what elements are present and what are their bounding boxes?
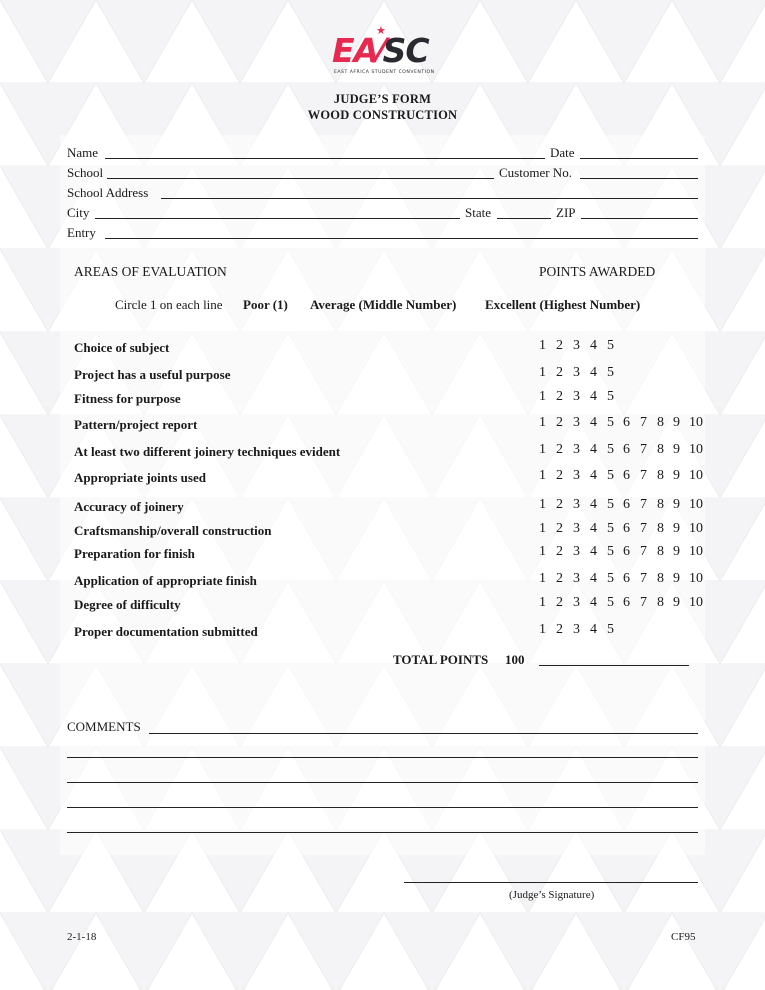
- score-option[interactable]: 6: [623, 468, 630, 483]
- comments-line[interactable]: [67, 782, 698, 783]
- score-option[interactable]: 2: [556, 571, 563, 586]
- score-option[interactable]: 7: [640, 544, 647, 559]
- score-option[interactable]: 1: [539, 468, 546, 483]
- score-option[interactable]: 8: [657, 521, 664, 536]
- criterion-label: Degree of difficulty: [74, 597, 181, 612]
- comments-line[interactable]: [67, 807, 698, 808]
- scale-average: Average (Middle Number): [310, 297, 457, 312]
- score-option[interactable]: 4: [590, 595, 597, 610]
- score-option[interactable]: 2: [556, 365, 563, 380]
- form-subtitle: WOOD CONSTRUCTION: [307, 108, 458, 122]
- score-option[interactable]: 10: [689, 415, 703, 430]
- score-option[interactable]: 1: [539, 415, 546, 430]
- score-option[interactable]: 5: [607, 338, 614, 353]
- score-option[interactable]: 2: [556, 622, 563, 637]
- score-option[interactable]: 5: [607, 595, 614, 610]
- score-option[interactable]: 8: [657, 544, 664, 559]
- score-option[interactable]: 6: [623, 544, 630, 559]
- score-option[interactable]: 4: [590, 571, 597, 586]
- customer-no-label: Customer No.: [499, 165, 572, 180]
- score-option[interactable]: 3: [573, 389, 580, 404]
- score-option[interactable]: 10: [689, 468, 703, 483]
- score-option[interactable]: 5: [607, 415, 614, 430]
- score-option[interactable]: 4: [590, 389, 597, 404]
- score-option[interactable]: 4: [590, 442, 597, 457]
- score-option[interactable]: 1: [539, 338, 546, 353]
- score-option[interactable]: 5: [607, 544, 614, 559]
- name-field[interactable]: [105, 158, 545, 159]
- name-label: Name: [67, 145, 99, 160]
- score-option[interactable]: 8: [657, 571, 664, 586]
- scale-poor: Poor (1): [243, 297, 288, 312]
- score-option[interactable]: 4: [590, 338, 597, 353]
- points-awarded-heading: POINTS AWARDED: [539, 264, 656, 279]
- score-option[interactable]: 8: [657, 497, 664, 512]
- score-option[interactable]: 3: [573, 415, 580, 430]
- score-option[interactable]: 10: [689, 521, 703, 536]
- score-option[interactable]: 7: [640, 468, 647, 483]
- score-option[interactable]: 2: [556, 442, 563, 457]
- score-option[interactable]: 2: [556, 468, 563, 483]
- score-option[interactable]: 9: [673, 521, 680, 536]
- criterion-label: At least two different joinery techniques evident: [74, 444, 341, 459]
- entry-label: Entry: [67, 225, 96, 240]
- criterion-label: Preparation for finish: [74, 546, 195, 561]
- score-option[interactable]: 1: [539, 389, 546, 404]
- score-option[interactable]: 5: [607, 442, 614, 457]
- logo-wordmark: EA⁄SC: [332, 31, 429, 70]
- state-field[interactable]: [497, 218, 551, 219]
- score-option[interactable]: 8: [657, 442, 664, 457]
- score-option[interactable]: 5: [607, 497, 614, 512]
- score-option[interactable]: 1: [539, 622, 546, 637]
- comments-line[interactable]: [67, 832, 698, 833]
- score-option[interactable]: 1: [539, 442, 546, 457]
- footer-date-code: 2-1-18: [67, 931, 97, 943]
- score-option[interactable]: 2: [556, 497, 563, 512]
- zip-label: ZIP: [556, 205, 576, 220]
- score-option[interactable]: 5: [607, 468, 614, 483]
- city-field[interactable]: [95, 218, 460, 219]
- score-option[interactable]: 4: [590, 521, 597, 536]
- score-option[interactable]: 3: [573, 468, 580, 483]
- score-option[interactable]: 10: [689, 571, 703, 586]
- score-option[interactable]: 1: [539, 497, 546, 512]
- score-option[interactable]: 9: [673, 415, 680, 430]
- criterion-label: Pattern/project report: [74, 417, 198, 432]
- judge-signature-label: (Judge’s Signature): [509, 889, 595, 901]
- score-option[interactable]: 6: [623, 497, 630, 512]
- score-option[interactable]: 5: [607, 521, 614, 536]
- score-option[interactable]: 3: [573, 571, 580, 586]
- score-option[interactable]: 10: [689, 497, 703, 512]
- total-points-label: TOTAL POINTS: [393, 652, 489, 667]
- school-address-field[interactable]: [161, 198, 698, 199]
- score-option[interactable]: 2: [556, 521, 563, 536]
- eaysc-logo: [332, 26, 438, 78]
- score-option[interactable]: 10: [689, 544, 703, 559]
- scale-excellent: Excellent (Highest Number): [485, 297, 641, 312]
- score-option[interactable]: 9: [673, 595, 680, 610]
- score-option[interactable]: 2: [556, 389, 563, 404]
- score-option[interactable]: 2: [556, 415, 563, 430]
- score-option[interactable]: 7: [640, 415, 647, 430]
- comments-line[interactable]: [149, 733, 698, 734]
- score-option[interactable]: 8: [657, 595, 664, 610]
- instruction-text: Circle 1 on each line: [115, 297, 223, 312]
- score-option[interactable]: 8: [657, 415, 664, 430]
- score-option[interactable]: 6: [623, 595, 630, 610]
- score-option[interactable]: 1: [539, 595, 546, 610]
- score-option[interactable]: 10: [689, 595, 703, 610]
- score-option[interactable]: 6: [623, 521, 630, 536]
- score-option[interactable]: 3: [573, 521, 580, 536]
- score-option[interactable]: 1: [539, 544, 546, 559]
- score-option[interactable]: 7: [640, 442, 647, 457]
- score-option[interactable]: 3: [573, 622, 580, 637]
- score-option[interactable]: 7: [640, 595, 647, 610]
- score-option[interactable]: 7: [640, 521, 647, 536]
- criterion-label: Application of appropriate finish: [74, 573, 257, 588]
- score-option[interactable]: 9: [673, 468, 680, 483]
- score-option[interactable]: 5: [607, 571, 614, 586]
- score-option[interactable]: 8: [657, 468, 664, 483]
- score-option[interactable]: 9: [673, 442, 680, 457]
- score-option[interactable]: 5: [607, 389, 614, 404]
- date-label: Date: [550, 145, 575, 160]
- criterion-label: Appropriate joints used: [74, 470, 206, 485]
- score-option[interactable]: 2: [556, 338, 563, 353]
- state-label: State: [465, 205, 491, 220]
- score-option[interactable]: 6: [623, 571, 630, 586]
- logo-star-icon: ★: [376, 25, 386, 37]
- areas-of-evaluation-heading: AREAS OF EVALUATION: [74, 264, 227, 279]
- score-option[interactable]: 4: [590, 622, 597, 637]
- zip-field[interactable]: [581, 218, 698, 219]
- form-title: JUDGE’S FORM: [333, 92, 432, 106]
- criterion-label: Accuracy of joinery: [74, 499, 184, 514]
- criterion-label: Proper documentation submitted: [74, 624, 258, 639]
- score-option[interactable]: 3: [573, 595, 580, 610]
- footer-form-code: CF95: [671, 931, 696, 943]
- score-option[interactable]: 4: [590, 468, 597, 483]
- criterion-label: Choice of subject: [74, 340, 170, 355]
- score-option[interactable]: 1: [539, 571, 546, 586]
- judge-signature-field[interactable]: [404, 882, 698, 883]
- city-label: City: [67, 205, 90, 220]
- criterion-label: Craftsmanship/overall construction: [74, 523, 272, 538]
- score-option[interactable]: 9: [673, 571, 680, 586]
- score-option[interactable]: 3: [573, 544, 580, 559]
- comments-line[interactable]: [67, 757, 698, 758]
- score-option[interactable]: 5: [607, 365, 614, 380]
- score-option[interactable]: 1: [539, 521, 546, 536]
- score-option[interactable]: 3: [573, 442, 580, 457]
- score-option[interactable]: 1: [539, 365, 546, 380]
- score-option[interactable]: 10: [689, 442, 703, 457]
- score-option[interactable]: 3: [573, 497, 580, 512]
- school-label: School: [67, 165, 104, 180]
- total-points-value: 100: [505, 652, 525, 667]
- entry-field[interactable]: [105, 238, 698, 239]
- score-option[interactable]: 4: [590, 415, 597, 430]
- score-option[interactable]: 7: [640, 497, 647, 512]
- score-option[interactable]: 4: [590, 544, 597, 559]
- score-option[interactable]: 9: [673, 497, 680, 512]
- score-option[interactable]: 4: [590, 497, 597, 512]
- score-option[interactable]: 2: [556, 595, 563, 610]
- criterion-label: Fitness for purpose: [74, 391, 181, 406]
- school-field[interactable]: [107, 178, 494, 179]
- logo-tagline: EAST AFRICA STUDENT CONVENTION: [334, 70, 435, 75]
- criterion-label: Project has a useful purpose: [74, 367, 231, 382]
- score-option[interactable]: 3: [573, 338, 580, 353]
- total-points-field[interactable]: [539, 665, 689, 666]
- date-field[interactable]: [580, 158, 698, 159]
- score-option[interactable]: 4: [590, 365, 597, 380]
- score-option[interactable]: 9: [673, 544, 680, 559]
- score-option[interactable]: 7: [640, 571, 647, 586]
- score-option[interactable]: 3: [573, 365, 580, 380]
- comments-label: COMMENTS: [67, 719, 141, 734]
- score-option[interactable]: 6: [623, 442, 630, 457]
- score-option[interactable]: 2: [556, 544, 563, 559]
- score-option[interactable]: 5: [607, 622, 614, 637]
- school-address-label: School Address: [67, 185, 149, 200]
- customer-no-field[interactable]: [580, 178, 698, 179]
- score-option[interactable]: 6: [623, 415, 630, 430]
